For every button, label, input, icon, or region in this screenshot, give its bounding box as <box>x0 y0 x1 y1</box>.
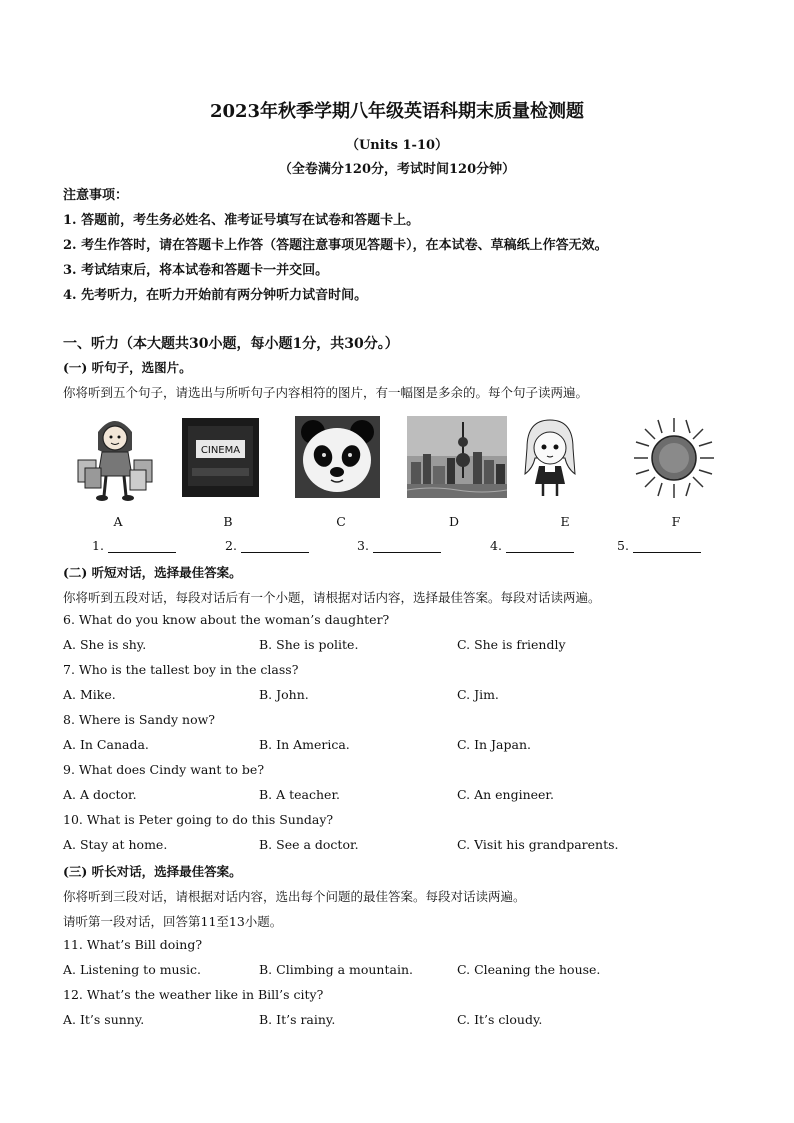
question-11: 11. What’s Bill doing? <box>63 937 203 952</box>
picture-letter-f: F <box>671 514 681 529</box>
note-item-2: 2. 考生作答时，请在答题卡上作答（答题注意事项见答题卡），在本试卷、草稿纸上作答无效。 <box>63 238 608 253</box>
picture-e-cartoon-girl <box>517 418 583 500</box>
q6-option-c[interactable]: C. She is friendly <box>457 637 566 652</box>
picture-letter-c: C <box>336 514 346 529</box>
q6-option-b[interactable]: B. She is polite. <box>259 637 359 652</box>
picture-a-shopping-girl <box>72 410 158 502</box>
question-9: 9. What does Cindy want to be? <box>63 762 265 777</box>
part2-instruction: 你将听到五段对话，每段对话后有一个小题，请根据对话内容，选择最佳答案。每段对话读两遍。 <box>63 590 601 605</box>
question-6: 6. What do you know about the woman’s daughter? <box>63 612 390 627</box>
q9-option-a[interactable]: A. A doctor. <box>63 787 137 802</box>
picture-d-city-skyline <box>407 416 507 498</box>
q10-option-b[interactable]: B. See a doctor. <box>259 837 359 852</box>
question-10: 10. What is Peter going to do this Sunday? <box>63 812 334 827</box>
exam-title: 2023年秋季学期八年级英语科期末质量检测题 <box>209 101 585 122</box>
q12-option-b[interactable]: B. It’s rainy. <box>259 1012 336 1027</box>
picture-b-cinema <box>182 418 259 497</box>
q9-option-c[interactable]: C. An engineer. <box>457 787 554 802</box>
picture-c-panda <box>295 416 380 498</box>
q11-option-a[interactable]: A. Listening to music. <box>63 962 201 977</box>
q10-option-c[interactable]: C. Visit his grandparents. <box>457 837 619 852</box>
exam-meta: （全卷满分120分，考试时间120分钟） <box>278 162 516 177</box>
section-listening-heading: 一、听力（本大题共30小题，每小题1分，共30分。） <box>63 336 399 352</box>
q9-option-b[interactable]: B. A teacher. <box>259 787 341 802</box>
q10-option-a[interactable]: A. Stay at home. <box>63 837 168 852</box>
picture-f-sun <box>630 414 718 502</box>
picture-letter-d: D <box>448 514 460 529</box>
note-item-1: 1. 答题前，考生务必姓名、准考证号填写在试卷和答题卡上。 <box>63 213 420 228</box>
part3-instruction: 你将听到三段对话，请根据对话内容，选出每个问题的最佳答案。每段对话读两遍。 <box>63 889 526 904</box>
answer-blank-3[interactable]: 3. <box>357 538 441 553</box>
q8-option-b[interactable]: B. In America. <box>259 737 350 752</box>
answer-blank-5[interactable]: 5. <box>617 538 701 553</box>
question-12: 12. What’s the weather like in Bill’s city? <box>63 987 324 1002</box>
q7-option-a[interactable]: A. Mike. <box>63 687 116 702</box>
q11-option-b[interactable]: B. Climbing a mountain. <box>259 962 413 977</box>
q7-option-c[interactable]: C. Jim. <box>457 687 499 702</box>
question-8: 8. Where is Sandy now? <box>63 712 216 727</box>
q12-option-c[interactable]: C. It’s cloudy. <box>457 1012 543 1027</box>
exam-units: （Units 1-10） <box>345 138 449 153</box>
q8-option-a[interactable]: A. In Canada. <box>63 737 149 752</box>
notes-heading: 注意事项： <box>63 188 129 203</box>
picture-letter-a: A <box>113 514 123 529</box>
picture-letter-e: E <box>560 514 570 529</box>
part2-heading: (二) 听短对话，选择最佳答案。 <box>63 565 242 580</box>
answer-blank-2[interactable]: 2. <box>225 538 309 553</box>
part1-instruction: 你将听到五个句子，请选出与所听句子内容相符的图片，有一幅图是多余的。每个句子读两遍。 <box>63 385 589 400</box>
q8-option-c[interactable]: C. In Japan. <box>457 737 531 752</box>
answer-blank-1[interactable]: 1. <box>92 538 176 553</box>
q11-option-c[interactable]: C. Cleaning the house. <box>457 962 601 977</box>
question-7: 7. Who is the tallest boy in the class? <box>63 662 299 677</box>
note-item-4: 4. 先考听力，在听力开始前有两分钟听力试音时间。 <box>63 288 368 303</box>
q7-option-b[interactable]: B. John. <box>259 687 309 702</box>
part3-sub-instruction: 请听第一段对话，回答第11至13小题。 <box>63 914 283 929</box>
answer-blank-4[interactable]: 4. <box>490 538 574 553</box>
q12-option-a[interactable]: A. It’s sunny. <box>63 1012 145 1027</box>
note-item-3: 3. 考试结束后，将本试卷和答题卡一并交回。 <box>63 263 329 278</box>
part1-heading: (一) 听句子，选图片。 <box>63 360 192 375</box>
part3-heading: (三) 听长对话，选择最佳答案。 <box>63 864 242 879</box>
q6-option-a[interactable]: A. She is shy. <box>63 637 147 652</box>
picture-letter-b: B <box>223 514 233 529</box>
cinema-sign-text: CINEMA <box>200 445 241 456</box>
